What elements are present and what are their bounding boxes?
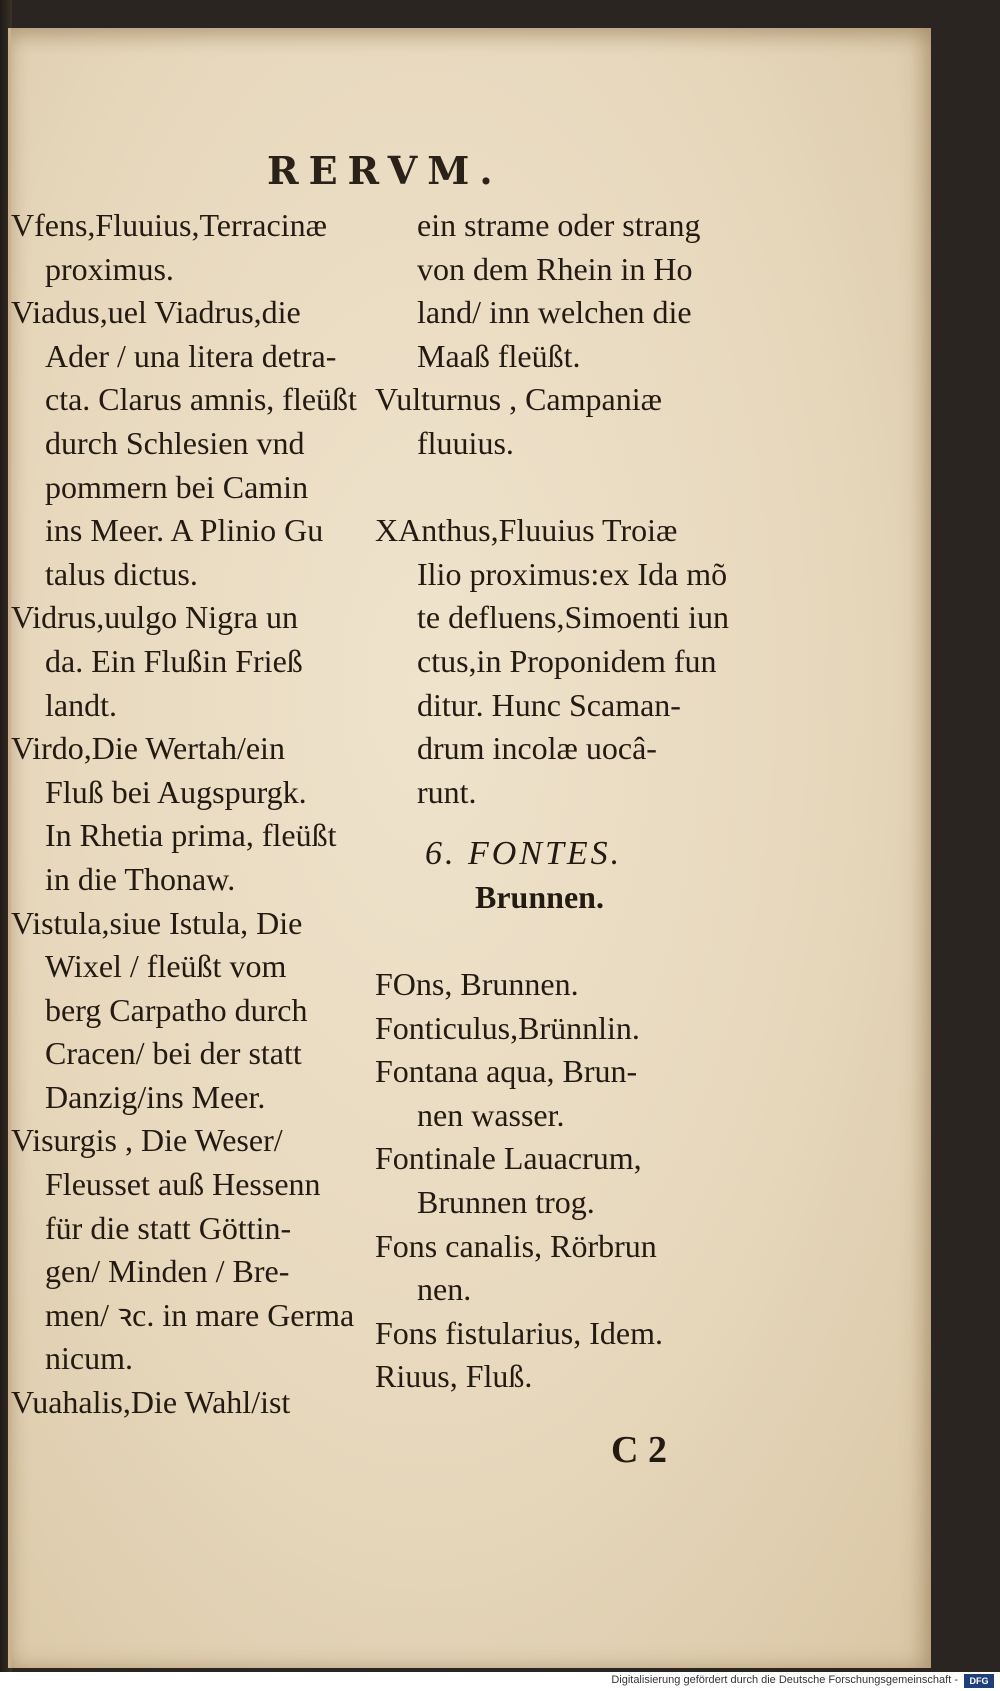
text-line: Fontana aqua, Brun-	[375, 1053, 638, 1090]
text-line: drum incolæ uocâ-	[417, 730, 657, 767]
text-line: nen.	[417, 1271, 472, 1308]
section-subtitle: Brunnen.	[475, 878, 604, 915]
text-line: runt.	[417, 773, 477, 810]
text-line: Fontinale Lauacrum,	[375, 1140, 642, 1177]
text-line: nicum.	[45, 1340, 133, 1377]
text-line: fluuius.	[417, 424, 514, 461]
text-line: Wixel / fleüßt vom	[45, 948, 287, 985]
text-line: Riuus, Fluß.	[375, 1358, 533, 1395]
text-line: nen wasser.	[417, 1096, 565, 1133]
text-line: Fonticulus,Brünnlin.	[375, 1009, 640, 1046]
text-line: berg Carpatho durch	[45, 991, 308, 1028]
footer-credit: Digitalisierung gefördert durch die Deutsche Forschungsgemeinschaft -	[611, 1674, 958, 1686]
text-line: durch Schlesien vnd	[45, 424, 305, 461]
text-line: ditur. Hunc Scaman-	[417, 686, 681, 723]
text-line: in die Thonaw.	[45, 860, 236, 897]
text-line: Vulturnus , Campaniæ	[375, 381, 662, 418]
text-line: te defluens,Simoenti iun	[417, 599, 729, 636]
text-line: Maaß fleüßt.	[417, 337, 581, 374]
spacer	[375, 466, 905, 510]
text-line: cta. Clarus amnis, fleüßt	[45, 381, 357, 418]
text-line: von dem Rhein in Ho	[417, 250, 693, 287]
text-line: proximus.	[45, 250, 174, 287]
left-column	[11, 204, 431, 1425]
spacer	[375, 920, 905, 964]
footer-strip	[0, 1672, 1000, 1691]
text-line: land/ inn welchen die	[417, 294, 692, 331]
text-line: gen/ Minden / Bre-	[45, 1253, 290, 1290]
text-line: Ader / una litera detra-	[45, 337, 337, 374]
text-line: Cracen/ bei der statt	[45, 1035, 302, 1072]
text-line: Ilio proximus:ex Ida mõ	[417, 555, 728, 592]
text-line: ein strame oder strang	[417, 207, 701, 243]
text-line: ins Meer. A Plinio Gu	[45, 512, 324, 549]
text-line: men/ ꝛc. in mare Germa	[45, 1296, 355, 1333]
text-line: XAnthus,Fluuius Troiæ	[375, 512, 678, 549]
text-line: Fons canalis, Rörbrun	[375, 1227, 657, 1264]
text-line: Fleusset auß Hessenn	[45, 1166, 321, 1203]
text-line: Danzig/ins Meer.	[45, 1078, 266, 1115]
text-line: landt.	[45, 686, 117, 723]
text-line: Fluß bei Augspurgk.	[45, 773, 307, 810]
text-line: ctus,in Proponidem fun	[417, 642, 717, 679]
text-line: In Rhetia prima, fleüßt	[45, 817, 337, 854]
text-line: talus dictus.	[45, 555, 198, 592]
text-line: Virdo,Die Wertah/ein	[11, 730, 285, 767]
text-line: FOns, Brunnen.	[375, 966, 579, 1003]
text-line: Vfens,Fluuius,Terracinæ	[11, 207, 327, 243]
text-line: Fons fistularius, Idem.	[375, 1314, 663, 1351]
text-line: da. Ein Flußin Frieß	[45, 642, 303, 679]
right-column	[375, 204, 905, 1399]
text-line: pommern bei Camin	[45, 468, 309, 505]
text-line: Visurgis , Die Weser/	[11, 1122, 283, 1159]
book-page	[8, 28, 931, 1668]
running-head: RERVM.	[267, 148, 503, 193]
text-line: Vuahalis,Die Wahl/ist	[11, 1384, 291, 1421]
text-line: Brunnen trog.	[417, 1184, 595, 1221]
dfg-logo-icon: DFG	[964, 1674, 994, 1688]
spacer	[375, 814, 905, 832]
section-title: 6. FONTES.	[425, 835, 623, 873]
signature-mark: C 2	[611, 1429, 667, 1471]
text-line: Vidrus,uulgo Nigra un	[11, 599, 298, 636]
text-line: für die statt Göttin-	[45, 1209, 292, 1246]
text-line: Vistula,siue Istula, Die	[11, 904, 303, 941]
text-line: Viadus,uel Viadrus,die	[11, 294, 301, 331]
